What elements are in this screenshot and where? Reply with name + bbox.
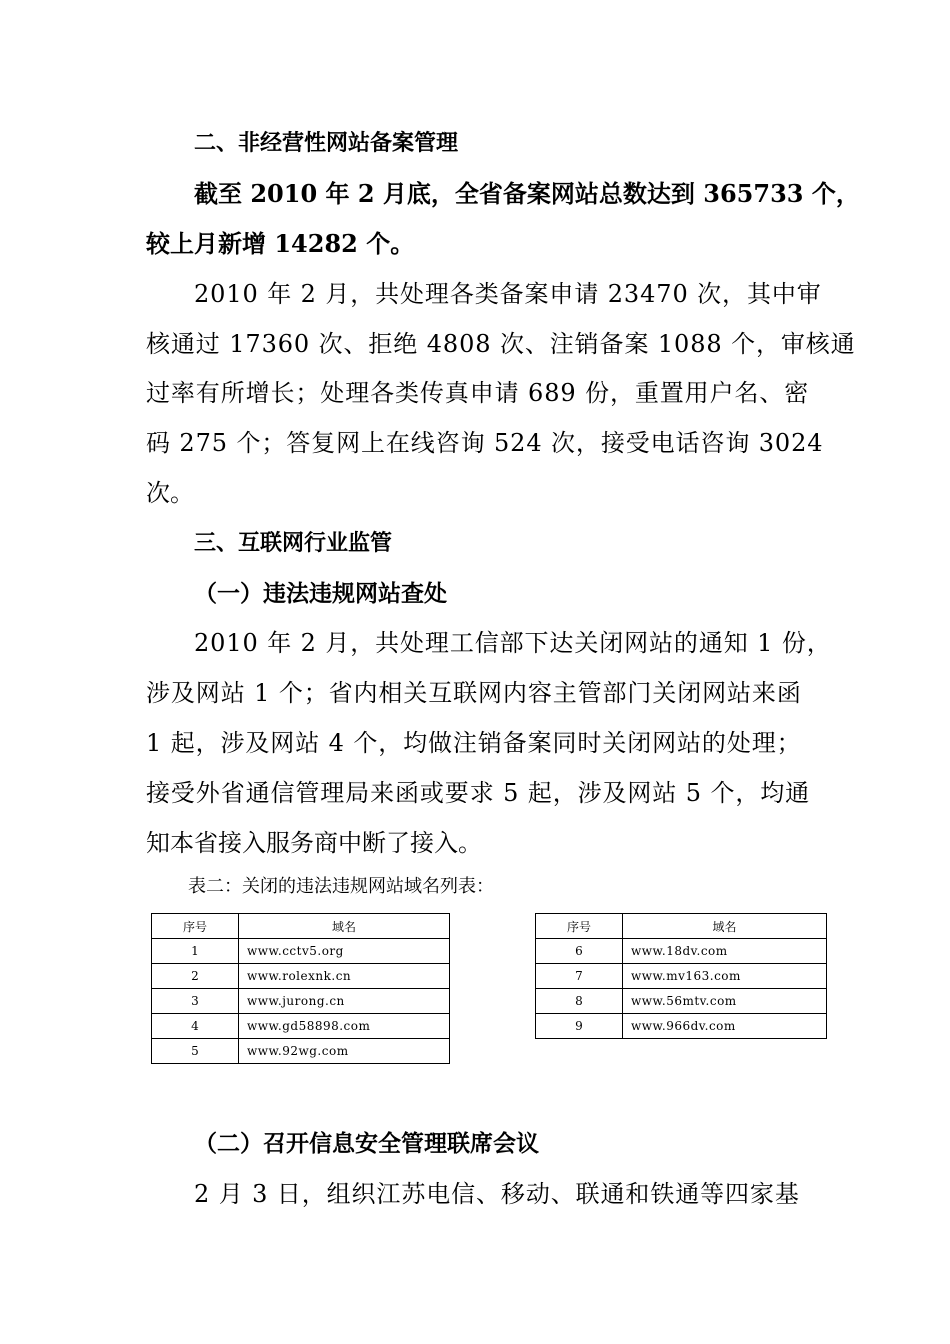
row-number: 7 xyxy=(536,964,623,989)
table-row xyxy=(152,964,450,989)
paragraph-line: 2 月 3 日，组织江苏电信、移动、联通和铁通等四家基 xyxy=(194,1180,800,1208)
row-domain: www.rolexnk.cn xyxy=(239,964,450,989)
column-header-number: 序号 xyxy=(536,914,623,939)
paragraph-line: 次。 xyxy=(146,479,194,507)
paragraph-line: 核通过 17360 次、拒绝 4808 次、注销备案 1088 个，审核通 xyxy=(146,330,856,358)
paragraph-line: 码 275 个；答复网上在线咨询 524 次，接受电话咨询 3024 xyxy=(146,429,824,457)
paragraph-line: 2010 年 2 月，共处理工信部下达关闭网站的通知 1 份， xyxy=(194,629,832,657)
table-row xyxy=(536,964,827,989)
row-domain: www.966dv.com xyxy=(623,1014,827,1039)
row-domain: www.18dv.com xyxy=(623,939,827,964)
row-number: 5 xyxy=(152,1039,239,1064)
row-number: 4 xyxy=(152,1014,239,1039)
column-header-domain: 域名 xyxy=(623,914,827,939)
subsection-heading-1: （一）违法违规网站查处 xyxy=(194,581,447,607)
row-domain: www.92wg.com xyxy=(239,1039,450,1064)
summary-line-1: 截至 2010 年 2 月底，全省备案网站总数达到 365733 个， xyxy=(194,179,860,208)
row-domain: www.jurong.cn xyxy=(239,989,450,1014)
paragraph-line: 涉及网站 1 个；省内相关互联网内容主管部门关闭网站来函 xyxy=(146,679,802,707)
row-domain: www.mv163.com xyxy=(623,964,827,989)
summary-line-2: 较上月新增 14282 个。 xyxy=(146,229,415,258)
table-caption: 表二：关闭的违法违规网站域名列表： xyxy=(188,876,494,897)
table-row xyxy=(536,1014,827,1039)
section-heading-3: 三、互联网行业监管 xyxy=(194,531,393,556)
row-domain: www.gd58898.com xyxy=(239,1014,450,1039)
row-number: 9 xyxy=(536,1014,623,1039)
section-heading-2: 二、非经营性网站备案管理 xyxy=(194,131,459,156)
domain-table-left xyxy=(151,913,450,1064)
table-header-row xyxy=(152,914,450,939)
row-number: 3 xyxy=(152,989,239,1014)
row-number: 8 xyxy=(536,989,623,1014)
table-row xyxy=(536,939,827,964)
row-number: 6 xyxy=(536,939,623,964)
paragraph-line: 知本省接入服务商中断了接入。 xyxy=(146,829,482,857)
row-domain: www.56mtv.com xyxy=(623,989,827,1014)
subsection-heading-2: （二）召开信息安全管理联席会议 xyxy=(194,1131,539,1157)
row-number: 2 xyxy=(152,964,239,989)
table-row xyxy=(152,1039,450,1064)
column-header-domain: 域名 xyxy=(239,914,450,939)
column-header-number: 序号 xyxy=(152,914,239,939)
paragraph-line: 2010 年 2 月，共处理各类备案申请 23470 次，其中审 xyxy=(194,280,822,308)
row-number: 1 xyxy=(152,939,239,964)
paragraph-line: 1 起，涉及网站 4 个，均做注销备案同时关闭网站的处理； xyxy=(146,729,802,757)
paragraph-line: 过率有所增长；处理各类传真申请 689 份，重置用户名、密 xyxy=(146,379,810,407)
row-domain: www.cctv5.org xyxy=(239,939,450,964)
table-row xyxy=(152,989,450,1014)
table-row xyxy=(152,939,450,964)
table-row xyxy=(152,1014,450,1039)
paragraph-line: 接受外省通信管理局来函或要求 5 起，涉及网站 5 个，均通 xyxy=(146,779,811,807)
table-row xyxy=(536,989,827,1014)
domain-table-right xyxy=(535,913,827,1039)
table-header-row xyxy=(536,914,827,939)
